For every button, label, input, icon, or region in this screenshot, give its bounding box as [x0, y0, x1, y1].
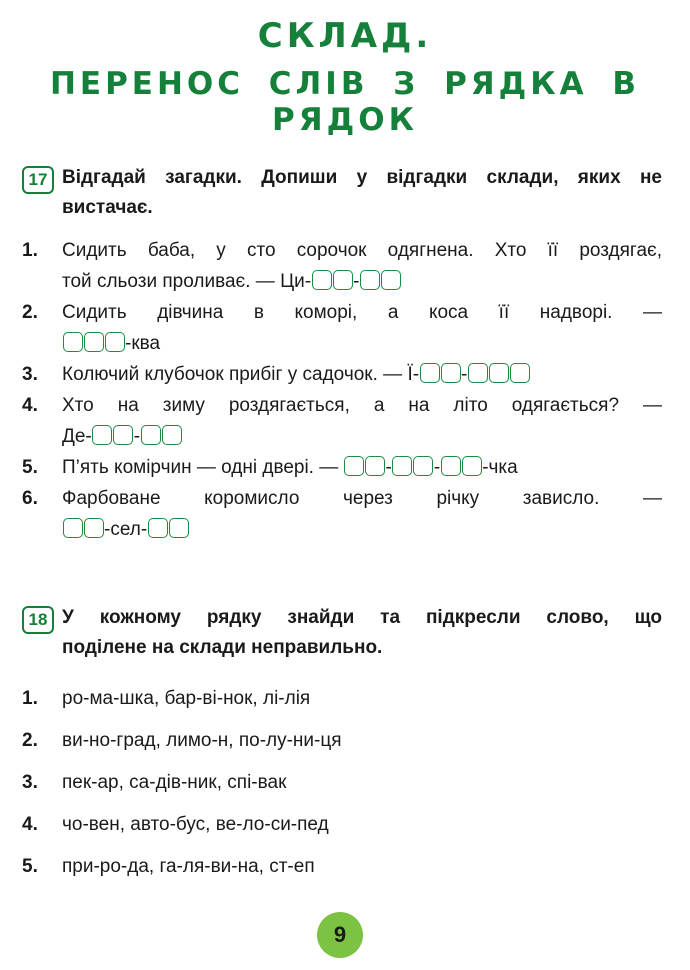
answer-field[interactable] [344, 457, 518, 478]
riddle-text: Колючий клубочок прибіг у садочок. — [62, 364, 408, 385]
letter-box[interactable] [413, 456, 433, 476]
riddle-text: Сидить баба, у сто сорочок одягнена. Хто її роздягає, [62, 240, 662, 261]
letter-box[interactable] [333, 270, 353, 290]
item-number: 3. [22, 772, 38, 793]
answer-field[interactable] [62, 514, 662, 545]
answer-field[interactable] [62, 421, 662, 452]
hyphen: - [461, 364, 468, 385]
letter-box[interactable] [63, 518, 83, 538]
riddle-item [22, 390, 662, 452]
riddle-text: Сидить дівчина в коморі, а коса її надворі. — [62, 302, 662, 323]
letter-box[interactable] [365, 456, 385, 476]
row-words[interactable]: чо-вен, авто-бус, ве-ло-си-пед [62, 814, 329, 835]
riddle-line [62, 452, 662, 483]
letter-box[interactable] [381, 270, 401, 290]
letter-box[interactable] [312, 270, 332, 290]
riddle-text: той сльози проливає. — [62, 271, 281, 292]
letter-box[interactable] [489, 363, 509, 383]
letter-box[interactable] [148, 518, 168, 538]
letter-box[interactable] [510, 363, 530, 383]
answer-field[interactable] [280, 271, 401, 292]
riddle-item [22, 359, 662, 390]
riddle-text: Фарбоване коромисло через річку зависло. — [62, 488, 662, 509]
riddle-item [22, 235, 662, 297]
item-number: 3. [22, 364, 38, 385]
letter-box[interactable] [441, 363, 461, 383]
letter-box[interactable] [63, 332, 83, 352]
letter-box[interactable] [420, 363, 440, 383]
letter-box[interactable] [468, 363, 488, 383]
letter-box[interactable] [113, 425, 133, 445]
instruction-line: У кожному рядку знайди та підкресли слово, що [62, 607, 662, 628]
hyphen: - [353, 271, 360, 292]
riddle-line [62, 266, 662, 297]
word-row [22, 804, 662, 846]
hyphen: - [133, 426, 141, 447]
riddle-text: П’ять комірчин — одні двері. — [62, 457, 344, 478]
riddle-text: Хто на зиму роздягається, а на літо одягається? — [62, 395, 662, 416]
letter-box[interactable] [92, 425, 112, 445]
task-17 [22, 163, 662, 545]
answer-field[interactable] [407, 364, 530, 385]
answer-field[interactable] [62, 328, 662, 359]
instruction-line: Відгадай загадки. Допиши у відгадки склади, яких не [62, 167, 662, 188]
hyphen: - [385, 457, 392, 478]
word-row [22, 720, 662, 762]
letter-box[interactable] [392, 456, 412, 476]
letter-box[interactable] [105, 332, 125, 352]
word-row [22, 762, 662, 804]
riddle-item [22, 483, 662, 545]
instruction-line: поділене на склади неправильно. [62, 637, 383, 658]
item-number: 1. [22, 240, 38, 261]
word-row [22, 846, 662, 888]
task-18 [22, 603, 662, 888]
task-number-badge: 18 [22, 606, 54, 634]
riddle-list [22, 235, 662, 545]
word-row [22, 678, 662, 720]
item-number: 2. [22, 730, 38, 751]
answer-prefix: Ци- [280, 271, 312, 292]
word-rows [22, 678, 662, 888]
item-number: 4. [22, 814, 38, 835]
letter-box[interactable] [360, 270, 380, 290]
letter-box[interactable] [441, 456, 461, 476]
item-number: 4. [22, 395, 38, 416]
letter-box[interactable] [141, 425, 161, 445]
letter-box[interactable] [162, 425, 182, 445]
task-18-instruction [22, 603, 662, 663]
letter-box[interactable] [169, 518, 189, 538]
row-words[interactable]: ро-ма-шка, бар-ві-нок, лі-лія [62, 688, 311, 709]
row-words[interactable]: пек-ар, са-дів-ник, спі-вак [62, 772, 287, 793]
instruction-line: вистачає. [62, 197, 153, 218]
riddle-item [22, 297, 662, 359]
page-number: 9 [317, 912, 363, 958]
letter-box[interactable] [344, 456, 364, 476]
task-number-badge: 17 [22, 166, 54, 194]
item-number: 1. [22, 688, 38, 709]
riddle-line [62, 359, 662, 390]
answer-prefix: Ї- [407, 364, 420, 385]
answer-middle: -сел- [104, 519, 148, 540]
item-number: 5. [22, 856, 38, 877]
item-number: 2. [22, 302, 38, 323]
item-number: 5. [22, 457, 38, 478]
page-subtitle: ПЕРЕНОС СЛІВ З РЯДКА В РЯДОК [49, 66, 641, 138]
row-words[interactable]: при-ро-да, га-ля-ви-на, ст-еп [62, 856, 315, 877]
task-17-instruction [22, 163, 662, 223]
letter-box[interactable] [84, 332, 104, 352]
page-title: СКЛАД. [257, 16, 433, 56]
letter-box[interactable] [462, 456, 482, 476]
answer-suffix: -чка [482, 457, 518, 478]
answer-suffix: -ква [125, 333, 161, 354]
answer-prefix: Де- [62, 426, 92, 447]
riddle-item [22, 452, 662, 483]
letter-box[interactable] [84, 518, 104, 538]
hyphen: - [433, 457, 441, 478]
item-number: 6. [22, 488, 38, 509]
row-words[interactable]: ви-но-град, лимо-н, по-лу-ни-ця [62, 730, 342, 751]
